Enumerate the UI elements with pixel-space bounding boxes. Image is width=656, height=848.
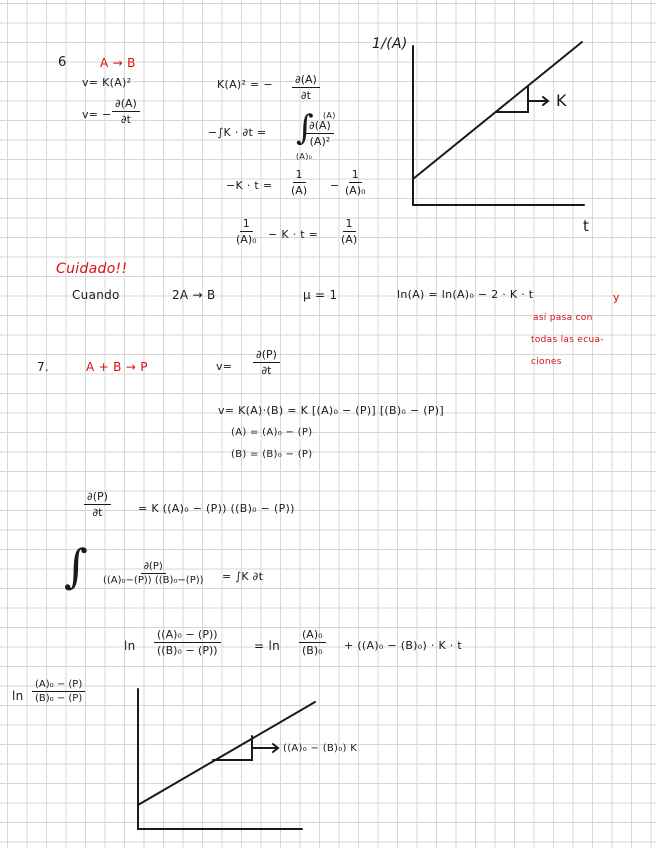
graph-7-ln: ln (12, 689, 24, 703)
fraction-numerator: ∂(A) (292, 73, 320, 88)
fraction-denominator: (A) (291, 184, 308, 197)
integral-sign: ∫ (296, 108, 315, 148)
step-2-lhs: −∫K · ∂t = (208, 126, 267, 139)
step-3-lhs: −K · t = (226, 179, 273, 192)
definition-b: (B) = (B)₀ − (P) (231, 449, 313, 460)
warning-reaction: 2A → B (172, 288, 216, 302)
integral-lower-limit: (A)₀ (296, 152, 313, 161)
rate-law-7: v= K(A)·(B) = K [(A)₀ − (P)] [(B)₀ − (P)] (218, 404, 444, 417)
step-4-middle: − K · t = (268, 228, 319, 241)
fraction-denominator: ∂t (300, 89, 311, 102)
warning-note-line-1: así pasa con (533, 313, 593, 323)
fraction-denominator: (A)₀ (236, 233, 257, 246)
fraction-numerator: 1 (240, 217, 253, 232)
result-tail: + ((A)₀ − (B)₀) · K · t (344, 639, 462, 652)
fraction-numerator: ((A)₀ − (P)) (154, 628, 221, 643)
fraction-numerator: ∂(A) (306, 119, 334, 134)
graph-6-y-label: 1/(A) (372, 36, 408, 52)
fraction-numerator: (A)₀ (299, 628, 326, 643)
integral-7-rhs: = ∫K ∂t (222, 570, 264, 583)
graph-7-slope-label: ((A)₀ − (B)₀) K (283, 743, 358, 754)
fraction-denominator: ((A)₀−(P)) ((B)₀−(P)) (103, 575, 204, 586)
integral-sign-7: ∫ (64, 539, 88, 593)
fraction-numerator: ∂(P) (84, 490, 111, 505)
fraction-denominator: ∂t (261, 364, 272, 377)
integral-upper-limit: (A) (323, 111, 336, 120)
fraction-denominator: (B)₀ − (P) (35, 693, 83, 704)
result-equals-ln: = ln (254, 639, 281, 653)
fraction-denominator: (A)₀ (345, 184, 366, 197)
fraction-denominator: ∂t (120, 113, 131, 126)
warning-note-line-3: ciones (531, 357, 562, 367)
problem-7-number: 7. (37, 360, 50, 374)
step-3-minus: − (330, 179, 340, 192)
graph-7-slope-triangle (213, 736, 252, 760)
fraction-numerator: ∂(A) (112, 97, 140, 112)
fraction-denominator: ∂t (92, 506, 103, 519)
fraction-numerator: 1 (293, 168, 306, 183)
warning-note-line-2: todas las ecua- (531, 335, 604, 345)
rate-definition-6-lhs: v= − (82, 108, 112, 121)
fraction-numerator: ∂(P) (141, 561, 166, 574)
warning-mu: μ = 1 (303, 288, 338, 302)
warning-cuando: Cuando (72, 288, 120, 302)
warning-equation: ln(A) = ln(A)₀ − 2 · K · t (397, 288, 534, 301)
rate-definition-7-lhs: v= (216, 360, 233, 373)
differential-7-rhs: = K ((A)₀ − (P)) ((B)₀ − (P)) (138, 502, 295, 515)
graph-6-x-label: t (583, 217, 590, 235)
fraction-numerator: ∂(P) (253, 348, 280, 363)
fraction-denominator: ((B)₀ − (P)) (157, 644, 218, 657)
problem-6-number: 6 (58, 55, 67, 70)
graph-6-slope-label: K (556, 91, 567, 110)
fraction-numerator: 1 (343, 217, 356, 232)
rate-law-6: v= K(A)² (82, 76, 132, 89)
fraction-denominator: (A) (341, 233, 358, 246)
definition-a: (A) = (A)₀ − (P) (231, 427, 313, 438)
fraction-denominator: (B)₀ (302, 644, 323, 657)
result-ln: ln (124, 639, 136, 653)
problem-6-reaction: A → B (100, 56, 136, 70)
warning-note-mark: y (613, 291, 620, 304)
fraction-denominator: (A)² (309, 135, 331, 148)
fraction-numerator: (A)₀ − (P) (32, 679, 85, 692)
problem-7-reaction: A + B → P (86, 360, 148, 374)
warning-title: Cuidado!! (56, 261, 128, 277)
fraction-numerator: 1 (349, 168, 362, 183)
step-1-lhs: K(A)² = − (217, 78, 273, 91)
